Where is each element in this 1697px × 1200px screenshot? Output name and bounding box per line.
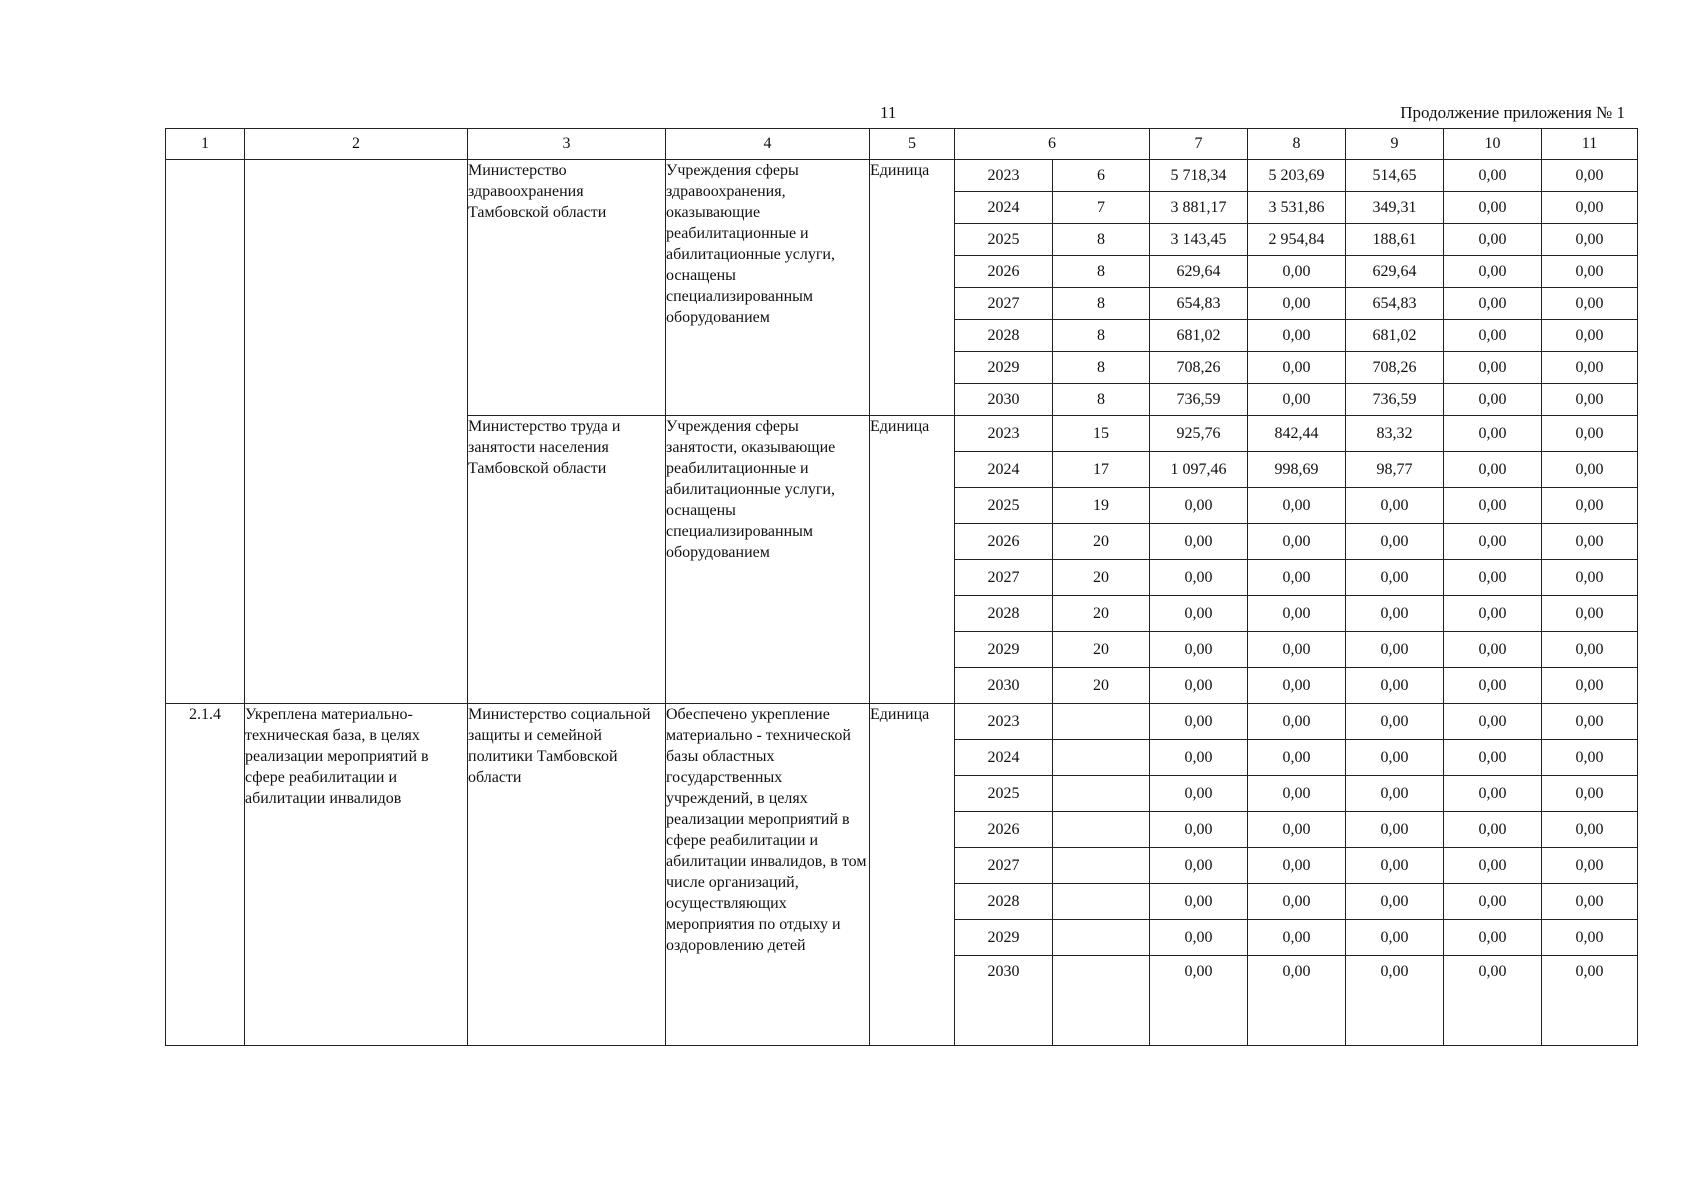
value-cell: 654,83: [1150, 288, 1248, 320]
value-cell: 0,00: [1248, 884, 1346, 920]
value-cell: 0,00: [1150, 884, 1248, 920]
value-cell: 0,00: [1346, 560, 1444, 596]
value-cell: 0,00: [1542, 668, 1638, 704]
count-cell: 6: [1053, 160, 1150, 192]
count-cell: 7: [1053, 192, 1150, 224]
value-cell: 0,00: [1542, 452, 1638, 488]
value-cell: 0,00: [1542, 560, 1638, 596]
value-cell: 0,00: [1248, 256, 1346, 288]
value-cell: 188,61: [1346, 224, 1444, 256]
value-cell: 998,69: [1248, 452, 1346, 488]
value-cell: 0,00: [1346, 596, 1444, 632]
value-cell: 0,00: [1248, 668, 1346, 704]
value-cell: 0,00: [1346, 704, 1444, 740]
value-cell: 0,00: [1444, 160, 1542, 192]
value-cell: 0,00: [1346, 668, 1444, 704]
value-cell: 0,00: [1444, 288, 1542, 320]
unit-cell: Единица: [870, 416, 955, 704]
count-cell: 17: [1053, 452, 1150, 488]
value-cell: 0,00: [1444, 524, 1542, 560]
value-cell: 681,02: [1150, 320, 1248, 352]
table-row: [166, 704, 1638, 740]
value-cell: 2 954,84: [1248, 224, 1346, 256]
value-cell: 0,00: [1346, 848, 1444, 884]
value-cell: 0,00: [1150, 812, 1248, 848]
count-cell: 20: [1053, 524, 1150, 560]
value-cell: 83,32: [1346, 416, 1444, 452]
value-cell: 0,00: [1444, 812, 1542, 848]
value-cell: 0,00: [1542, 488, 1638, 524]
table-row: [166, 160, 1638, 192]
year-cell: 2028: [955, 884, 1053, 920]
value-cell: 98,77: [1346, 452, 1444, 488]
value-cell: 0,00: [1346, 524, 1444, 560]
year-cell: 2023: [955, 160, 1053, 192]
value-cell: 0,00: [1542, 704, 1638, 740]
value-cell: 5 203,69: [1248, 160, 1346, 192]
value-cell: 0,00: [1346, 740, 1444, 776]
value-cell: 0,00: [1150, 704, 1248, 740]
count-cell: 20: [1053, 632, 1150, 668]
value-cell: 0,00: [1346, 632, 1444, 668]
value-cell: 1 097,46: [1150, 452, 1248, 488]
value-cell: 0,00: [1444, 668, 1542, 704]
column-header: 1: [166, 129, 245, 160]
count-cell: [1053, 812, 1150, 848]
value-cell: 0,00: [1542, 848, 1638, 884]
year-cell: 2024: [955, 192, 1053, 224]
year-cell: 2025: [955, 488, 1053, 524]
year-cell: 2025: [955, 224, 1053, 256]
value-cell: 0,00: [1150, 848, 1248, 884]
column-header: 7: [1150, 129, 1248, 160]
count-cell: [1053, 704, 1150, 740]
value-cell: 0,00: [1542, 524, 1638, 560]
value-cell: 514,65: [1346, 160, 1444, 192]
value-cell: 0,00: [1248, 848, 1346, 884]
count-cell: 15: [1053, 416, 1150, 452]
value-cell: 0,00: [1248, 596, 1346, 632]
value-cell: 0,00: [1150, 956, 1248, 1046]
column-header: 2: [245, 129, 468, 160]
value-cell: 0,00: [1542, 192, 1638, 224]
indicator-cell: Учреждения сферы занятости, оказывающие реабилитационные и абилитационные услуги, оснащены специализированным оборудованием: [666, 416, 870, 704]
year-cell: 2028: [955, 596, 1053, 632]
value-cell: 0,00: [1444, 192, 1542, 224]
value-cell: 0,00: [1248, 632, 1346, 668]
value-cell: 736,59: [1150, 384, 1248, 416]
value-cell: 0,00: [1150, 776, 1248, 812]
column-header: 3: [468, 129, 666, 160]
value-cell: 0,00: [1542, 416, 1638, 452]
count-cell: 19: [1053, 488, 1150, 524]
count-cell: [1053, 848, 1150, 884]
count-cell: [1053, 740, 1150, 776]
value-cell: 0,00: [1346, 812, 1444, 848]
year-cell: 2027: [955, 848, 1053, 884]
value-cell: 0,00: [1346, 776, 1444, 812]
count-cell: 8: [1053, 320, 1150, 352]
value-cell: 0,00: [1444, 776, 1542, 812]
value-cell: 3 143,45: [1150, 224, 1248, 256]
year-cell: 2029: [955, 352, 1053, 384]
column-header: 11: [1542, 129, 1638, 160]
value-cell: 0,00: [1150, 920, 1248, 956]
count-cell: [1053, 884, 1150, 920]
value-cell: 0,00: [1444, 224, 1542, 256]
column-header: 9: [1346, 129, 1444, 160]
year-cell: 2030: [955, 668, 1053, 704]
count-cell: 8: [1053, 256, 1150, 288]
value-cell: 0,00: [1542, 920, 1638, 956]
value-cell: 0,00: [1542, 320, 1638, 352]
year-cell: 2030: [955, 384, 1053, 416]
value-cell: 0,00: [1444, 452, 1542, 488]
value-cell: 0,00: [1248, 704, 1346, 740]
indicator-cell: Учреждения сферы здравоохранения, оказывающие реабилитационные и абилитационные услуги, оснащены специализированным оборудованием: [666, 160, 870, 416]
value-cell: 708,26: [1150, 352, 1248, 384]
value-cell: 0,00: [1248, 320, 1346, 352]
value-cell: 0,00: [1248, 920, 1346, 956]
value-cell: 0,00: [1346, 884, 1444, 920]
column-header: 4: [666, 129, 870, 160]
value-cell: 0,00: [1248, 488, 1346, 524]
value-cell: 0,00: [1248, 740, 1346, 776]
value-cell: 0,00: [1542, 384, 1638, 416]
value-cell: 0,00: [1542, 956, 1638, 1046]
value-cell: 629,64: [1346, 256, 1444, 288]
year-cell: 2027: [955, 288, 1053, 320]
value-cell: 0,00: [1444, 956, 1542, 1046]
value-cell: 0,00: [1248, 812, 1346, 848]
value-cell: 0,00: [1444, 256, 1542, 288]
value-cell: 0,00: [1444, 416, 1542, 452]
value-cell: 349,31: [1346, 192, 1444, 224]
value-cell: 0,00: [1542, 288, 1638, 320]
value-cell: 0,00: [1150, 596, 1248, 632]
value-cell: 0,00: [1248, 384, 1346, 416]
value-cell: 0,00: [1248, 288, 1346, 320]
column-header: 6: [955, 129, 1150, 160]
value-cell: 0,00: [1444, 848, 1542, 884]
value-cell: 0,00: [1150, 740, 1248, 776]
value-cell: 0,00: [1444, 740, 1542, 776]
executor-cell: Министерство здравоохранения Тамбовской области: [468, 160, 666, 416]
value-cell: 0,00: [1444, 384, 1542, 416]
count-cell: 8: [1053, 384, 1150, 416]
value-cell: 0,00: [1542, 812, 1638, 848]
year-cell: 2023: [955, 416, 1053, 452]
value-cell: 0,00: [1150, 632, 1248, 668]
value-cell: 0,00: [1542, 160, 1638, 192]
value-cell: 708,26: [1346, 352, 1444, 384]
value-cell: 0,00: [1346, 956, 1444, 1046]
year-cell: 2030: [955, 956, 1053, 1046]
executor-cell: Министерство социальной защиты и семейной политики Тамбовской области: [468, 704, 666, 1046]
value-cell: 0,00: [1444, 704, 1542, 740]
column-header: 8: [1248, 129, 1346, 160]
value-cell: 0,00: [1248, 352, 1346, 384]
item-code-cell: [166, 160, 245, 704]
value-cell: 0,00: [1542, 256, 1638, 288]
year-cell: 2024: [955, 452, 1053, 488]
header-row: [166, 129, 1638, 160]
value-cell: 0,00: [1542, 596, 1638, 632]
count-cell: 20: [1053, 668, 1150, 704]
value-cell: 0,00: [1444, 352, 1542, 384]
value-cell: 0,00: [1346, 488, 1444, 524]
value-cell: 0,00: [1248, 776, 1346, 812]
page-number: 11: [880, 103, 897, 122]
value-cell: 0,00: [1444, 320, 1542, 352]
value-cell: 0,00: [1542, 632, 1638, 668]
count-cell: [1053, 920, 1150, 956]
data-table: [165, 128, 1638, 1046]
value-cell: 0,00: [1150, 488, 1248, 524]
count-cell: 8: [1053, 288, 1150, 320]
value-cell: 842,44: [1248, 416, 1346, 452]
value-cell: 0,00: [1248, 524, 1346, 560]
count-cell: 20: [1053, 560, 1150, 596]
value-cell: 0,00: [1444, 920, 1542, 956]
value-cell: 0,00: [1444, 884, 1542, 920]
value-cell: 3 881,17: [1150, 192, 1248, 224]
value-cell: 0,00: [1444, 560, 1542, 596]
value-cell: 736,59: [1346, 384, 1444, 416]
value-cell: 0,00: [1444, 632, 1542, 668]
executor-cell: Министерство труда и занятости населения Тамбовской области: [468, 416, 666, 704]
year-cell: 2029: [955, 632, 1053, 668]
value-cell: 0,00: [1248, 560, 1346, 596]
value-cell: 0,00: [1248, 956, 1346, 1046]
column-header: 5: [870, 129, 955, 160]
year-cell: 2026: [955, 256, 1053, 288]
year-cell: 2028: [955, 320, 1053, 352]
continuation-label: Продолжение приложения № 1: [1400, 103, 1625, 122]
value-cell: 5 718,34: [1150, 160, 1248, 192]
value-cell: 681,02: [1346, 320, 1444, 352]
value-cell: 0,00: [1150, 524, 1248, 560]
item-name-cell: Укреплена материально-техническая база, в целях реализации мероприятий в сфере реабилитации и абилитации инвалидов: [245, 704, 468, 1046]
indicator-cell: Обеспечено укрепление материально - технической базы областных государственных учреждений, в целях реализации мероприятий в сфере реабилитации и абилитации инвалидов, в том числе организаций, осуществляющих мероприятия по отдыху и оздоровлению детей: [666, 704, 870, 1046]
value-cell: 0,00: [1542, 224, 1638, 256]
value-cell: 3 531,86: [1248, 192, 1346, 224]
year-cell: 2029: [955, 920, 1053, 956]
value-cell: 654,83: [1346, 288, 1444, 320]
value-cell: 0,00: [1150, 560, 1248, 596]
year-cell: 2026: [955, 524, 1053, 560]
value-cell: 0,00: [1150, 668, 1248, 704]
count-cell: 8: [1053, 352, 1150, 384]
count-cell: [1053, 956, 1150, 1046]
item-code-cell: 2.1.4: [166, 704, 245, 1046]
value-cell: 925,76: [1150, 416, 1248, 452]
unit-cell: Единица: [870, 160, 955, 416]
value-cell: 0,00: [1542, 740, 1638, 776]
unit-cell: Единица: [870, 704, 955, 1046]
column-header: 10: [1444, 129, 1542, 160]
value-cell: 0,00: [1542, 352, 1638, 384]
value-cell: 0,00: [1444, 488, 1542, 524]
count-cell: [1053, 776, 1150, 812]
item-name-cell: [245, 160, 468, 704]
year-cell: 2025: [955, 776, 1053, 812]
year-cell: 2024: [955, 740, 1053, 776]
value-cell: 0,00: [1444, 596, 1542, 632]
year-cell: 2026: [955, 812, 1053, 848]
value-cell: 629,64: [1150, 256, 1248, 288]
count-cell: 8: [1053, 224, 1150, 256]
year-cell: 2023: [955, 704, 1053, 740]
value-cell: 0,00: [1542, 776, 1638, 812]
count-cell: 20: [1053, 596, 1150, 632]
year-cell: 2027: [955, 560, 1053, 596]
value-cell: 0,00: [1542, 884, 1638, 920]
value-cell: 0,00: [1346, 920, 1444, 956]
